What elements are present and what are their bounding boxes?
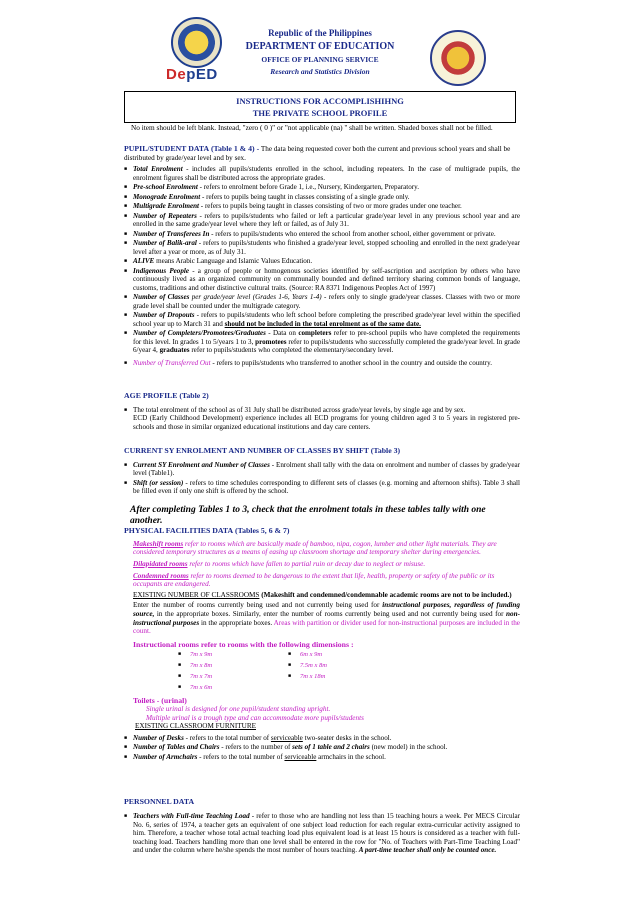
document-title [124,91,516,123]
furniture-heading: EXISTING CLASSROOM FURNITURE [135,722,256,731]
deped-logo: DepED [166,66,218,83]
list-item: ■ ALIVE means Arabic Language and Islamic Values Education. [124,257,520,266]
dimensions-heading: Instructional rooms refer to rooms with the following dimensions : [133,640,354,650]
list-item: ■ Monograde Enrolment - refers to pupils being taught in classes consisting of a single grade only. [124,193,520,202]
list-item: ■ Number of Dropouts - refers to pupils/students who left school before completing the prescribed grade/year level within the specified school year up to March 31 and should not be included in the total enrolment as of the same date. [124,311,520,328]
list-item: ■ Number of Transferred Out - refers to pupils/students who transferred to another school in the country and outside the country. [124,359,520,368]
title-line-2: THE PRIVATE SCHOOL PROFILE [252,108,388,119]
header-office: OFFICE OF PLANNING SERVICE [261,55,379,64]
toilets-multiple: Multiple urinal is a trough type and can accommodate more pupils/students [146,713,364,722]
list-item: ■ Pre-school Enrolment - refers to enrolment before Grade 1, i.e., Nursery, Kindergarten, Preparatory. [124,183,520,192]
document-header [0,0,638,85]
age-heading: AGE PROFILE [124,391,178,400]
pupil-tables: (Table 1 & 4) - [210,144,260,153]
list-item: ■ Multigrade Enrolment - refers to pupils being taught in classes consisting of two or more grades under one teacher. [124,202,520,211]
list-item: ■ Number of Classes per grade/year level (Grades 1-6, Years 1-4) - refers only to single grade/year classes. Classes with two or more grade level shall be counted under the multigrade category. [124,293,520,310]
deped-seal-icon [171,17,222,68]
physical-heading: PHYSICAL FACILITIES DATA [124,526,234,535]
dimension-item: ■ 6m x 9m [288,651,398,659]
list-item: ■ Number of Completers/Promotees/Graduates - Data on completers refer to pre-school pupils who have completed the requirements for this level. In grades 1 to 5/years 1 to 3, promotees refer to pupils/students who successfully completed the grade/year level. In grade 6/year 4, graduates refer to pupils/students who completed the elementary/secondary level. [124,329,520,355]
physical-tables: (Tables 5, 6 & 7) [234,526,290,535]
list-item: ■ Number of Balik-aral - refers to pupils/students who finished a grade/year level, stopped schooling and enrolled in the next grade/year level after a year or more, as of July 31. [124,239,520,256]
current-sy-heading: CURRENT SY ENROLMENT AND NUMBER OF CLASSES BY SHIFT [124,446,369,455]
age-section [124,391,520,431]
list-item: ■ Current SY Enrolment and Number of Classes - Enrolment shall tally with the data on enrolment and number of classes by grade/year level (Table1). [124,461,520,478]
list-item: ■ Number of Transferees In - refers to pupils/students who entered the school from another school, either government or private. [124,230,520,239]
list-item: ■ The total enrolment of the school as of 31 July shall be distributed across grade/year levels, by single age and by sex. ECD (Early Childhood Development) experience includes all ECD programs for young children aged 3 to 5 years in registered pre-schools and those in similar organized educational institutions and day care centers. [124,406,520,432]
dimension-item: ■ 7.5m x 8m [288,662,398,670]
list-item: ■ Number of Desks - refers to the total number of serviceable two-seater desks in the school. [124,734,520,743]
dimension-item: ■ 7m x 6m [178,684,288,692]
list-item: ■ Shift (or session) - refers to time schedules corresponding to different sets of classes (e.g. morning and afternoon shifts). Table 3 shall be filled even if only one shift is offered by the school. [124,479,520,496]
toilets-heading: Toilets - (urinal) [133,695,187,705]
pupil-section [124,144,520,367]
physical-section [124,526,520,761]
dimension-item: ■ 7m x 8m [178,662,288,670]
title-line-1: INSTRUCTIONS FOR ACCOMPLISHIHNG [236,96,404,106]
pupil-heading: PUPIL/STUDENT DATA [124,144,210,153]
dimension-item: ■ 7m x 18m [288,673,398,681]
toilets-single: Single urinal is designed for one pupil/student standing upright. [146,704,331,713]
pupil-list [124,165,520,367]
list-item: ■ Number of Repeaters - refers to pupils/students who failed or left a particular grade/year level in any previous school year and are enrolled in the same grade/year level where they left or failed, as of July 31. [124,212,520,229]
current-sy-tables: (Table 3) [370,446,401,455]
tally-callout: After completing Tables 1 to 3, check that the enrolment totals in these tables tally with one another. [130,504,486,527]
header-division: Research and Statistics Division [270,67,370,76]
age-tables: (Table 2) [179,391,209,400]
current-sy-section [124,446,520,527]
makeshift-definition: Makeshift rooms refer to rooms which are basically made of bamboo, nipa, cogon, lumber and other light materials. They are considered temporary structures as a means of easing up classroom shortage and temporary shelter during emergencies. [133,539,497,557]
pupil-intro [124,144,520,162]
list-item: ■ Indigenous People - a group of people or homogenous societies identified by self-ascription and ascription by others who have continuously lived as an organized community on communally bounded and defined territory sharing common bonds of language, customs, traditions and other distinctive cultural traits. (Source: RA 8371 Indigenous Peoples Act of 1997) [124,267,520,293]
personnel-section [124,797,520,855]
existing-classrooms: EXISTING NUMBER OF CLASSROOMS (Makeshift and condemned/condemnable academic rooms are not to be included.) [133,590,512,599]
list-item: ■ Total Enrolment - includes all pupils/students enrolled in the school, including repeaters. In the case of multigrade pupils, the enrolment figures shall be distributed across the appropriate grades. [124,165,520,182]
list-item: ■ Number of Armchairs - refers to the total number of serviceable armchairs in the school. [124,753,520,762]
pupil-heading-text: The data being requested cover both the current and previous school years and shall be distributed by grade/year level and by sex. [124,145,511,162]
header-republic: Republic of the Philippines [268,28,372,38]
dimensions-list [178,651,520,691]
dimension-item: ■ 7m x 9m [178,651,288,659]
list-item: ■ Teachers with Full-time Teaching Load - refer to those who are handling not less than 15 teaching hours a week. Per MECS Circular No. 6, series of 1974, a teacher gets an equivalent of one subject load reduction for each regular extra-curricular activity assigned to him. Therefore, a teacher whose total actual teaching load plus equivalent load is at least 15 hours is considered as a teacher with full-teaching load. Teachers handling more than one level shall be entered in the row for "No. of Teachers with Part-Time Teaching Load" and under the column where he/she spends the most number of hours teaching. A part-time teacher shall only be counted once. [124,812,520,855]
personnel-heading: PERSONNEL DATA [124,797,195,806]
header-department: DEPARTMENT OF EDUCATION [245,41,395,52]
office-seal-icon [430,30,486,86]
intro-note: No item should be left blank. Instead, "zero ( 0 )" or "not applicable (na) " shall be written. Shaded boxes shall not be filled. [131,123,493,132]
condemned-definition: Condemned rooms refer to rooms deemed to be dangerous to the extent that life, health, property or safety of the public or its occupants are endangered. [133,571,495,589]
dimension-item: ■ 7m x 7m [178,673,288,681]
enter-rooms-instruction: Enter the number of rooms currently being used and not currently being used for instructional purposes, regardless of funding source, in the appropriate boxes. Similarly, enter the number of rooms currently being used and not currently being used for non-instructional purposes in the appropriate boxes. Areas with partition or divider used for non-instructional purposes are included in the count. [133,601,520,636]
list-item: ■ Number of Tables and Chairs - refers to the number of sets of 1 table and 2 chairs (new model) in the school. [124,743,520,752]
dilapidated-definition: Dilapidated rooms refer to rooms which have fallen to partial ruin or decay due to neglect or misuse. [133,559,426,568]
